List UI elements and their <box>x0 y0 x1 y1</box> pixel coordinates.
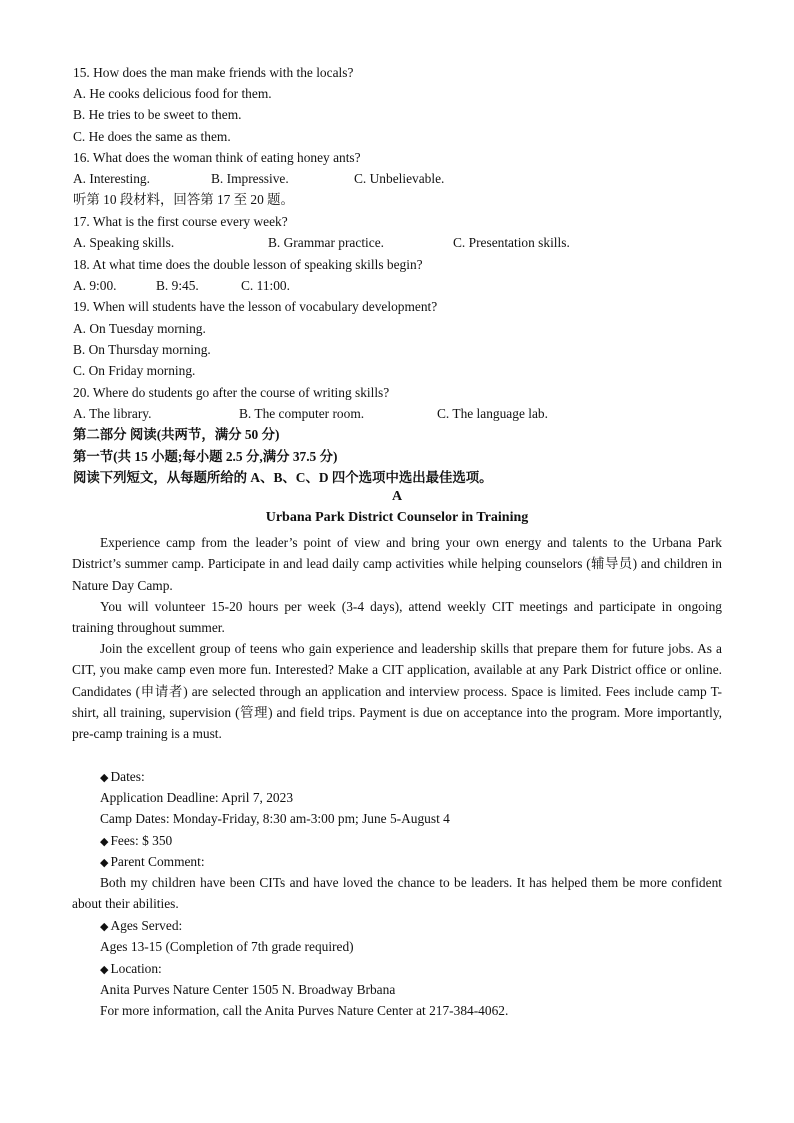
reading-part-title: 第二部分 阅读(共两节，满分 50 分) <box>73 427 280 442</box>
listening-instruction: 听第 10 段材料，回答第 17 至 20 题。 <box>73 192 294 207</box>
q18-options <box>73 275 290 296</box>
q16-option-a: A. Interesting. <box>73 171 150 186</box>
parent-comment-heading <box>100 851 205 874</box>
q18-option-b: B. 9:45. <box>156 278 199 293</box>
paragraph-3: Join the excellent group of teens who gain experience and leadership skills that prepare them for future jobs. As a CIT, you make camp even more fun. Interested? Make a CIT application, available at any Park District office or online. Candidates (申请者) are selected through an application and interview process. Space is limited. Fees include camp T-shirt, all training, supervision (管理) and field trips. Payment is due on acceptance into the program. More importantly, pre-camp training is a must. <box>72 641 722 742</box>
reading-instruction: 阅读下列短文，从每题所给的 A、B、C、D 四个选项中选出最佳选项。 <box>73 470 493 485</box>
ages-heading <box>100 915 182 938</box>
dates-heading <box>100 766 145 789</box>
paragraph-1: Experience camp from the leader’s point of view and bring your own energy and talents to the Urbana Park District’s summer camp. Participate in and lead daily camp activities while helping counselors (辅导员) and children in Nature Day Camp. <box>72 535 722 593</box>
q20-option-c: C. The language lab. <box>437 406 548 421</box>
q16-option-c: C. Unbelievable. <box>354 171 445 186</box>
diamond-bullet-icon: ◆ <box>100 964 109 976</box>
dates-label: Dates: <box>110 769 145 784</box>
question-20: 20. Where do students go after the course of writing skills? <box>73 385 390 400</box>
diamond-bullet-icon: ◆ <box>100 772 109 784</box>
question-18: 18. At what time does the double lesson of speaking skills begin? <box>73 257 423 272</box>
more-information: For more information, call the Anita Purves Nature Center at 217-384-4062. <box>100 1003 509 1018</box>
q15-option-c: C. He does the same as them. <box>73 129 231 144</box>
q20-option-b: B. The computer room. <box>239 406 365 421</box>
q20-option-a: A. The library. <box>73 406 152 421</box>
fees-text: Fees: $ 350 <box>110 833 173 848</box>
question-19: 19. When will students have the lesson of vocabulary development? <box>73 299 438 314</box>
question-17: 17. What is the first course every week? <box>73 214 288 229</box>
q17-option-a: A. Speaking skills. <box>73 235 175 250</box>
diamond-bullet-icon: ◆ <box>100 921 109 933</box>
ages-label: Ages Served: <box>110 918 183 933</box>
camp-dates: Camp Dates: Monday-Friday, 8:30 am-3:00 pm; June 5-August 4 <box>100 811 450 826</box>
application-deadline: Application Deadline: April 7, 2023 <box>100 790 294 805</box>
parent-comment-label: Parent Comment: <box>110 854 205 869</box>
q17-options <box>73 232 570 253</box>
ages-served: Ages 13-15 (Completion of 7th grade required) <box>100 939 354 954</box>
q17-option-b: B. Grammar practice. <box>268 235 384 250</box>
diamond-bullet-icon: ◆ <box>100 857 109 869</box>
q19-option-c: C. On Friday morning. <box>73 363 196 378</box>
q20-options <box>73 403 548 424</box>
passage-title: Urbana Park District Counselor in Training <box>265 510 529 525</box>
location-label: Location: <box>110 961 162 976</box>
q19-option-a: A. On Tuesday morning. <box>73 321 206 336</box>
q17-option-c: C. Presentation skills. <box>453 235 570 250</box>
paragraph-2: You will volunteer 15-20 hours per week (3-4 days), attend weekly CIT meetings and participate in ongoing training throughout summer. <box>72 599 722 636</box>
fees-heading <box>100 830 172 853</box>
location-heading <box>100 958 162 981</box>
diamond-bullet-icon: ◆ <box>100 836 109 848</box>
parent-comment-text: Both my children have been CITs and have loved the chance to be leaders. It has helped them be more confident about their abilities. <box>72 875 722 912</box>
location-address: Anita Purves Nature Center 1505 N. Broadway Brbana <box>100 982 396 997</box>
passage-letter: A <box>391 489 403 504</box>
reading-section-title: 第一节(共 15 小题;每小题 2.5 分,满分 37.5 分) <box>73 449 338 464</box>
q16-option-b: B. Impressive. <box>211 171 289 186</box>
q16-options <box>73 168 444 189</box>
q18-option-c: C. 11:00. <box>241 278 290 293</box>
question-16: 16. What does the woman think of eating honey ants? <box>73 150 361 165</box>
q18-option-a: A. 9:00. <box>73 278 117 293</box>
q15-option-a: A. He cooks delicious food for them. <box>73 86 272 101</box>
question-15: 15. How does the man make friends with the locals? <box>73 65 354 80</box>
q15-option-b: B. He tries to be sweet to them. <box>73 107 242 122</box>
q19-option-b: B. On Thursday morning. <box>73 342 211 357</box>
